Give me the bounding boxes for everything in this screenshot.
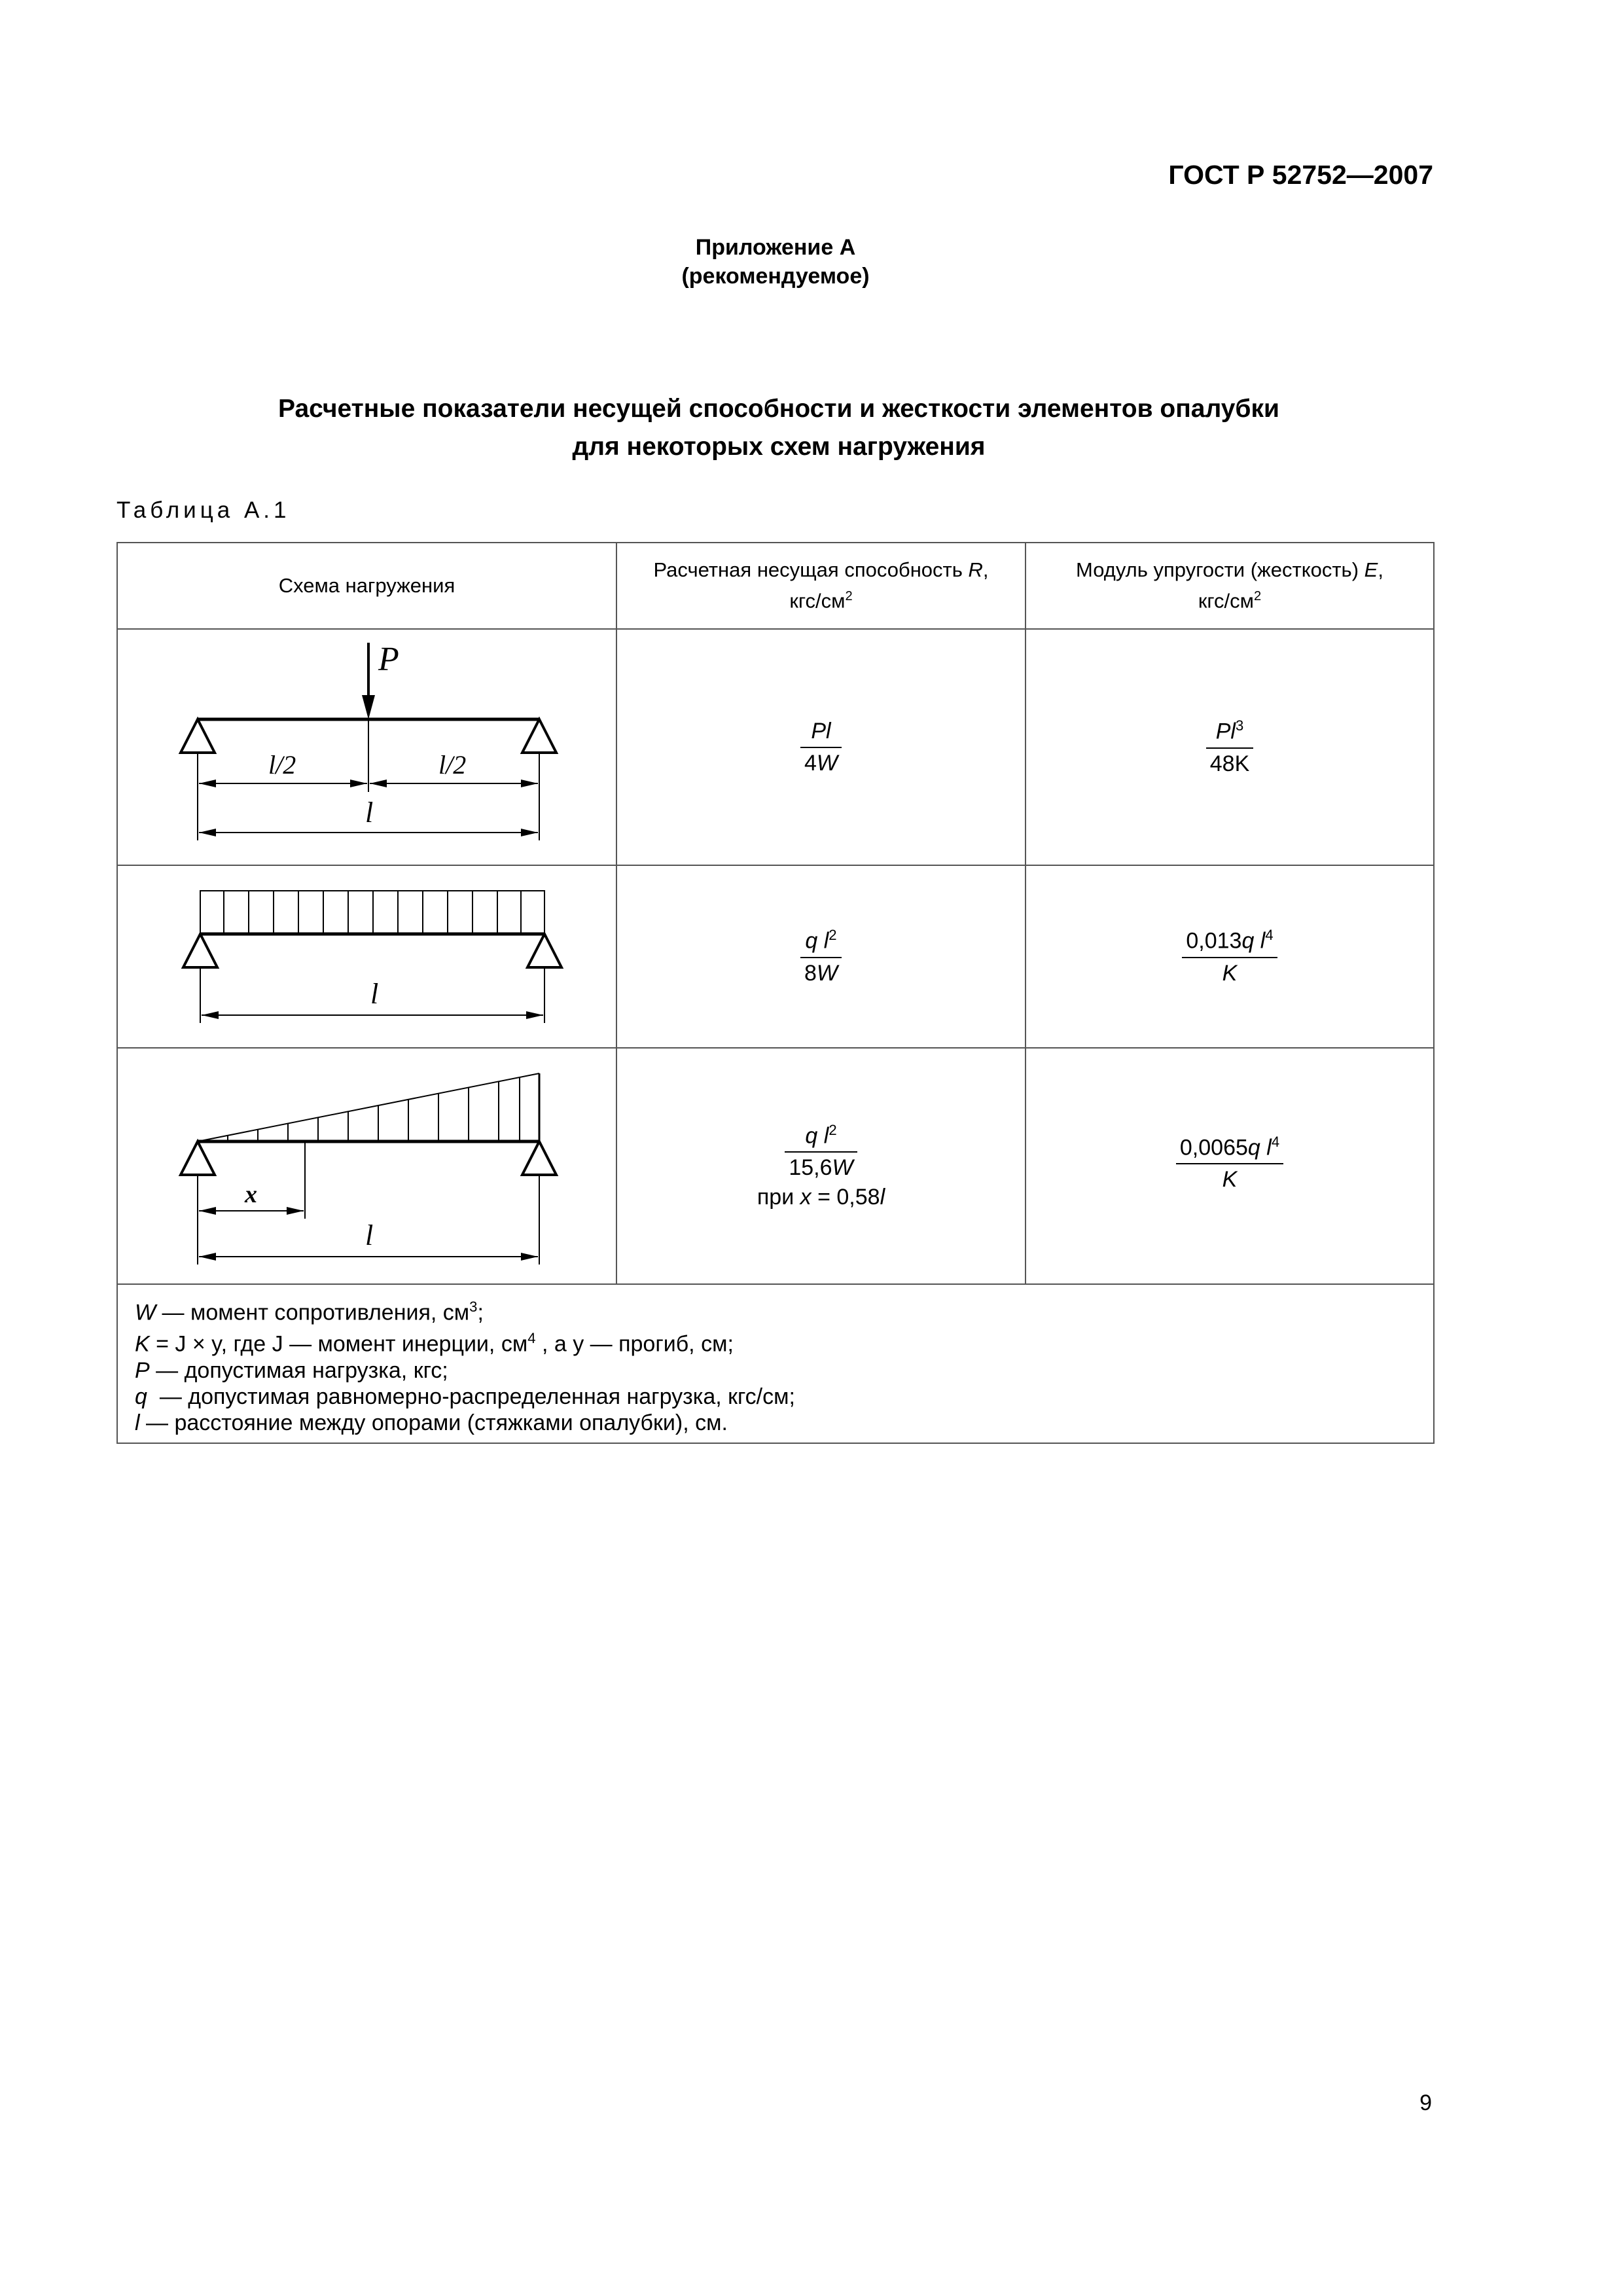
section-title-line1: Расчетные показатели несущей способности и жесткости элементов опалубки (277, 395, 1280, 423)
capacity-formula-1 (616, 629, 1026, 865)
standard-number: ГОСТ Р 52752—2007 (1168, 160, 1433, 190)
scheme-triangular-load (117, 1048, 616, 1284)
table-header-row (117, 543, 1434, 629)
note-line: W — момент сопротивления, $см^3$; (135, 1299, 484, 1325)
page-number: 9 (1419, 2090, 1432, 2115)
scheme-point-load (117, 629, 616, 865)
svg-text:P: P (378, 641, 399, 678)
force-arrow-icon (362, 695, 375, 719)
table-row (117, 1048, 1434, 1284)
right-support-icon (527, 934, 562, 967)
table-notes (117, 1284, 1434, 1443)
left-support-icon (181, 1141, 215, 1175)
loading-schemes-table (116, 542, 1435, 1444)
table-row (117, 865, 1434, 1048)
right-support-icon (522, 719, 556, 753)
svg-text:l: l (370, 978, 379, 1010)
modulus-formula-2 (1026, 865, 1434, 1048)
fraction: $\frac{0,0065q l^4}{K}$ (1176, 1134, 1283, 1193)
header-scheme: Схема нагружения (117, 543, 616, 629)
modulus-formula-3 (1026, 1048, 1434, 1284)
fraction: $\frac{q l^2}{15,6W}$ (785, 1122, 857, 1181)
section-title (0, 390, 1558, 466)
left-support-icon (181, 719, 215, 753)
fraction: $\frac{Pl}{4W}$ (800, 719, 842, 776)
condition-text: при x = 0,58l (757, 1185, 885, 1210)
uniform-load-diagram (118, 866, 617, 1044)
table-row (117, 629, 1434, 865)
fraction: $\frac{Pl^3}{48K}$ (1206, 717, 1254, 776)
note-line: P — допустимая нагрузка, кгс; (135, 1357, 448, 1383)
point-load-diagram (118, 630, 617, 861)
svg-text:l: l (365, 797, 374, 829)
capacity-formula-2 (616, 865, 1026, 1048)
left-support-icon (183, 934, 217, 967)
modulus-formula-1 (1026, 629, 1434, 865)
table-caption: Таблица А.1 (116, 497, 291, 523)
annex-subtitle: (рекомендуемое) (681, 264, 870, 289)
svg-text:l/2: l/2 (268, 750, 296, 780)
svg-text:l/2: l/2 (438, 750, 467, 780)
capacity-formula-3 (616, 1048, 1026, 1284)
note-line: K = J × y, где J — момент инерции, $см^4$ , а y — прогиб, см; (135, 1330, 734, 1357)
triangular-load-diagram (118, 1049, 617, 1280)
svg-text:x: x (245, 1181, 257, 1208)
svg-text:l: l (365, 1219, 374, 1251)
annex-title: Приложение А (695, 235, 856, 260)
header-modulus: Модуль упругости (жесткость) E, кгс/$см^2$ (1026, 543, 1434, 629)
fraction: $\frac{0,013q l^4}{K}$ (1182, 927, 1277, 986)
fraction: $\frac{q l^2}{8W}$ (800, 927, 842, 986)
notes-row (117, 1284, 1434, 1443)
scheme-uniform-load (117, 865, 616, 1048)
note-line: l — расстояние между опорами (стяжками опалубки), см. (135, 1410, 728, 1435)
right-support-icon (522, 1141, 556, 1175)
section-title-line2: для некоторых схем нагружения (572, 433, 986, 461)
note-line: q — допустимая равномерно-распределенная нагрузка, кгс/см; (135, 1384, 795, 1409)
header-capacity: Расчетная несущая способность R, кгс/$см^2$ (616, 543, 1026, 629)
